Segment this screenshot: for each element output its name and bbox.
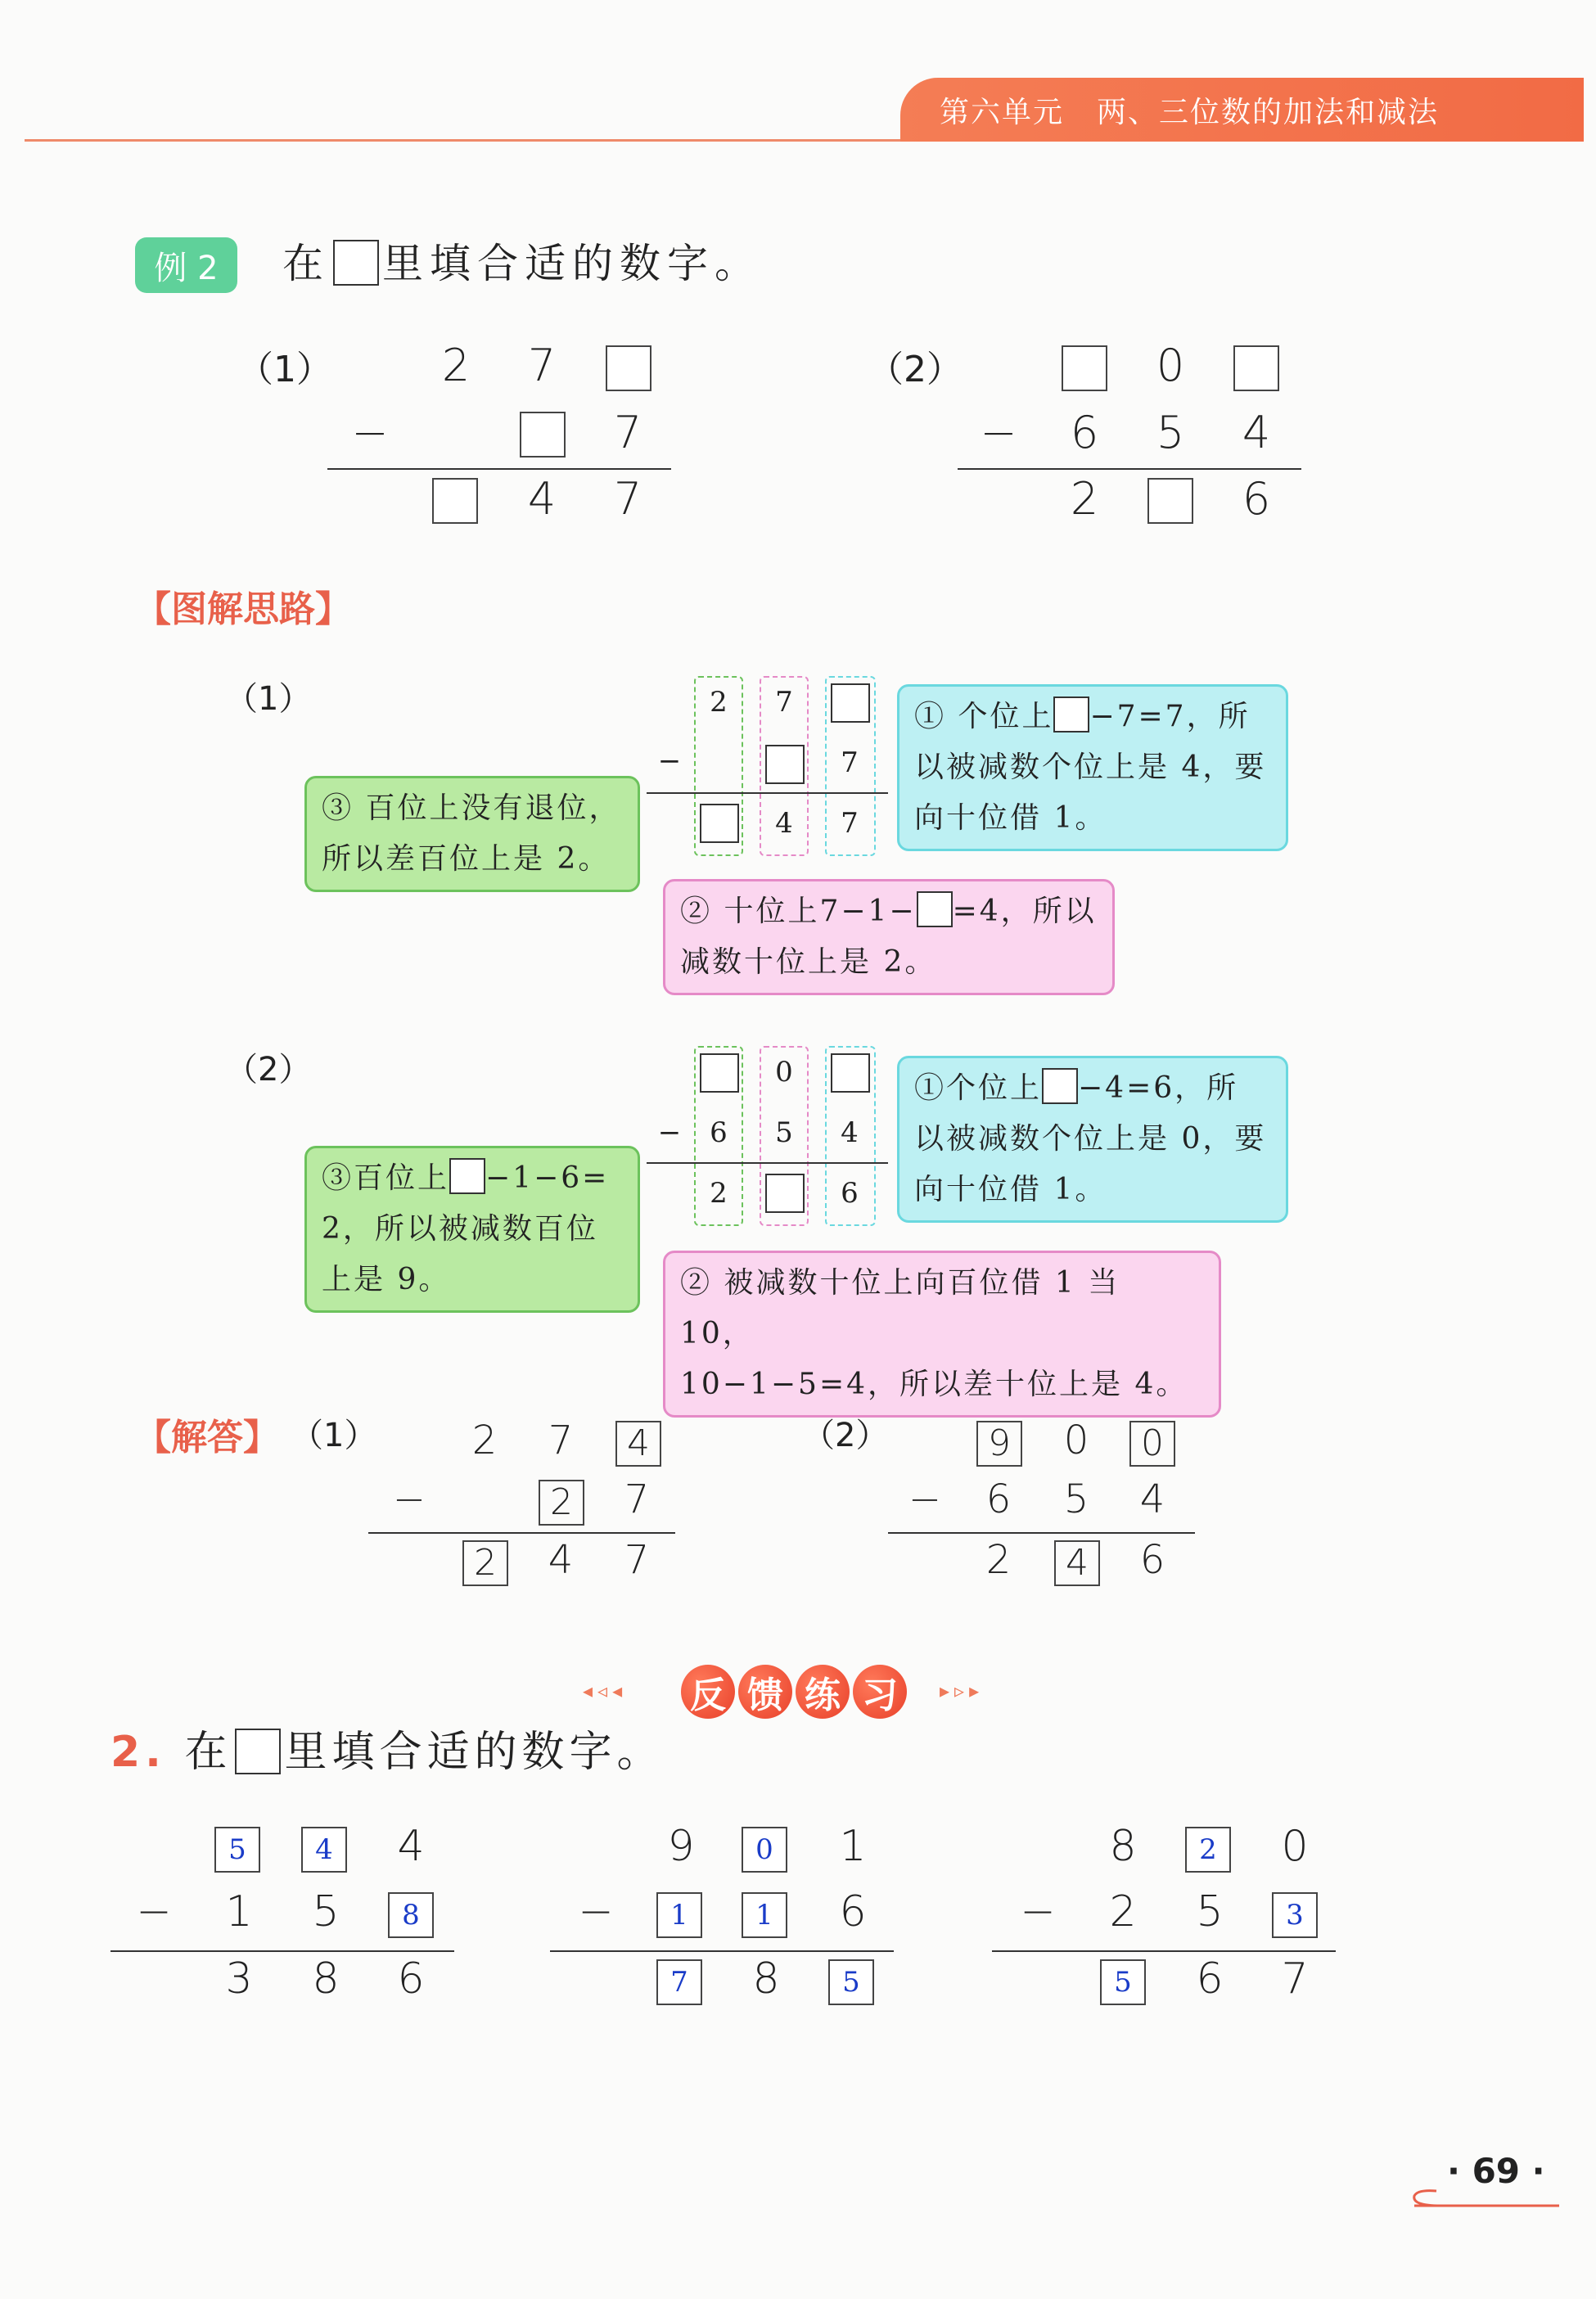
p1-res-hundreds-blank[interactable] — [432, 478, 478, 524]
pb-sub-ones: 6 — [839, 1887, 867, 1936]
p1-res-tens: 4 — [527, 473, 557, 525]
d1-sub-tens-blank — [765, 745, 805, 784]
d2-top-tens: 0 — [775, 1056, 793, 1089]
note-line: 以被减数个位上是 0，要 — [914, 1122, 1267, 1156]
pb-sub-hundreds-answer: 1 — [656, 1892, 702, 1938]
pb-res-hundreds-answer: 7 — [656, 1959, 702, 2005]
example-instruction — [282, 231, 762, 290]
d1-top-tens: 7 — [775, 686, 793, 719]
instruction-post: 里填合适的数字。 — [382, 240, 762, 287]
p2-top-hundreds-blank[interactable] — [1062, 345, 1107, 391]
p2-res-tens-blank[interactable] — [1147, 478, 1193, 524]
a2-top-hundreds-answer: 9 — [976, 1421, 1022, 1467]
pc-sub-ones-answer: 3 — [1272, 1892, 1318, 1938]
a1-top-hundreds: 2 — [471, 1418, 498, 1463]
instruction-pre: 在 — [282, 240, 330, 287]
problem-2-label: （2） — [868, 349, 963, 390]
note-line: ② 被减数十位上向百位借 1 当 10， — [680, 1266, 1120, 1350]
left-arrows-icon: ◂◃◂ — [583, 1679, 628, 1702]
note-line — [680, 886, 1098, 937]
a2-res-ones: 6 — [1139, 1537, 1165, 1583]
chapter-header — [900, 78, 1584, 142]
p2-sub-hundreds: 6 — [1070, 407, 1099, 458]
d2-res-hundreds: 2 — [710, 1177, 728, 1210]
question-post: 里填合适的数字。 — [284, 1728, 665, 1777]
pa-res-hundreds: 3 — [225, 1954, 253, 2004]
d1-minus: − — [657, 745, 682, 778]
banner-char: 反 — [681, 1665, 735, 1719]
a1-sub-tens-answer: 2 — [539, 1480, 584, 1526]
minus-sign: − — [136, 1887, 172, 1936]
p1-sub-ones: 7 — [613, 407, 642, 458]
p2-top-tens: 0 — [1156, 340, 1185, 391]
pb-res-ones-answer: 5 — [828, 1959, 874, 2005]
d2-rule — [647, 1162, 888, 1164]
a1-res-hundreds-answer: 2 — [462, 1540, 508, 1586]
answer-section-title: 【解答】 — [135, 1417, 279, 1458]
a1-top-ones-answer: 4 — [615, 1421, 661, 1467]
note-text: −1−6= — [485, 1161, 610, 1195]
pc-res-ones: 7 — [1281, 1954, 1309, 2004]
pb-top-tens-answer: 0 — [742, 1827, 787, 1873]
note-line — [914, 1063, 1271, 1114]
blank-box-icon — [917, 891, 953, 927]
d1-res-ones: 7 — [841, 807, 859, 840]
d1-res-tens: 4 — [775, 807, 793, 840]
blank-box-icon — [449, 1158, 485, 1194]
question-number: 2. — [110, 1728, 166, 1777]
diagram-2-label: （2） — [225, 1051, 312, 1089]
pa-sub-ones-answer: 8 — [388, 1892, 434, 1938]
note-text: =4，所以 — [952, 895, 1097, 928]
banner-char: 馈 — [738, 1665, 792, 1719]
minus-sign: − — [908, 1476, 942, 1522]
d2-note-2-tens — [663, 1251, 1221, 1418]
pa-sub-hundreds: 1 — [225, 1887, 253, 1936]
example-badge: 例 2 — [135, 237, 237, 293]
d1-sub-ones: 7 — [841, 746, 859, 779]
note-line — [914, 692, 1271, 742]
p2-res-hundreds: 2 — [1070, 473, 1099, 525]
d1-res-hundreds-blank — [700, 804, 739, 843]
note-text: ② 十位上7−1− — [680, 895, 917, 928]
pc-sub-hundreds: 2 — [1109, 1887, 1137, 1936]
unit-label: 第六单元 — [940, 95, 1065, 129]
minus-sign: − — [392, 1476, 426, 1522]
note-line: 10−1−5=4，所以差十位上是 4。 — [680, 1368, 1188, 1401]
pa-sub-tens: 5 — [312, 1887, 340, 1936]
pa-res-ones: 6 — [397, 1954, 425, 2004]
a2-rule — [888, 1532, 1195, 1534]
diagram-section-title: 【图解思路】 — [135, 588, 351, 630]
note-line: 上是 9。 — [322, 1263, 451, 1296]
a2-sub-ones: 4 — [1139, 1476, 1165, 1522]
note-line: 所以差百位上是 2。 — [322, 842, 611, 876]
note-text: −7=7，所 — [1089, 700, 1251, 733]
practice-banner — [681, 1665, 907, 1719]
question-pre: 在 — [184, 1728, 232, 1777]
pa-top-tens-answer: 4 — [301, 1827, 347, 1873]
d2-minus: − — [657, 1116, 682, 1149]
pc-rule — [992, 1950, 1336, 1952]
p1-top-tens: 7 — [527, 340, 557, 391]
problem-1-label: （1） — [237, 349, 332, 390]
a2-top-ones-answer: 0 — [1129, 1421, 1175, 1467]
minus-sign: − — [351, 407, 389, 458]
pc-sub-tens: 5 — [1196, 1887, 1224, 1936]
d1-note-1-ones — [897, 684, 1288, 851]
note-text: −4=6，所 — [1078, 1071, 1239, 1105]
minus-sign: − — [1020, 1887, 1056, 1936]
note-line: 向十位借 1。 — [914, 1173, 1107, 1206]
d2-top-ones-blank — [831, 1053, 870, 1093]
p1-res-ones: 7 — [613, 473, 642, 525]
d2-res-ones: 6 — [841, 1177, 859, 1210]
answer-2-label: （2） — [802, 1417, 889, 1454]
pa-top-hundreds-answer: 5 — [214, 1827, 260, 1873]
pc-top-ones: 0 — [1281, 1822, 1309, 1871]
note-text: ① 个位上 — [914, 700, 1054, 733]
p2-sub-ones: 4 — [1242, 407, 1271, 458]
p2-sub-tens: 5 — [1156, 407, 1185, 458]
diagram-1-label: （1） — [225, 680, 312, 718]
note-line: 减数十位上是 2。 — [680, 945, 937, 979]
note-text: ①个位上 — [914, 1071, 1043, 1105]
pc-top-hundreds: 8 — [1109, 1822, 1137, 1871]
note-text: ③百位上 — [322, 1161, 450, 1195]
pb-rule — [550, 1950, 894, 1952]
pc-top-tens-answer: 2 — [1185, 1827, 1231, 1873]
d2-sub-hundreds: 6 — [710, 1116, 728, 1149]
p2-res-ones: 6 — [1242, 473, 1271, 525]
a1-res-tens: 4 — [548, 1537, 574, 1583]
p2-rule — [958, 468, 1301, 470]
a1-sub-ones: 7 — [624, 1476, 650, 1522]
pa-top-ones: 4 — [397, 1822, 425, 1871]
d2-sub-ones: 4 — [841, 1116, 859, 1149]
page-number-value: 69 — [1472, 2151, 1521, 2191]
d2-sub-tens: 5 — [775, 1116, 793, 1149]
note-line: 向十位借 1。 — [914, 801, 1107, 835]
pa-res-tens: 8 — [312, 1954, 340, 2004]
d1-rule — [647, 792, 888, 794]
pc-res-tens: 6 — [1196, 1954, 1224, 2004]
blank-box-icon — [235, 1729, 281, 1774]
question-2-instruction — [110, 1717, 665, 1778]
a1-res-ones: 7 — [624, 1537, 650, 1583]
blank-box-icon — [1042, 1068, 1078, 1104]
d2-res-tens-blank — [765, 1174, 805, 1213]
topic-label: 两、三位数的加法和减法 — [1097, 95, 1440, 129]
p1-top-tens... hundreds: 2 — [441, 340, 471, 391]
d1-note-2-tens — [663, 879, 1115, 995]
pb-sub-tens-answer: 1 — [742, 1892, 787, 1938]
banner-char: 练 — [796, 1665, 850, 1719]
minus-sign: − — [980, 407, 1017, 458]
a2-top-tens: 0 — [1063, 1418, 1089, 1463]
d1-top-ones-blank — [831, 683, 870, 723]
banner-char: 习 — [853, 1665, 907, 1719]
answer-1-label: （1） — [291, 1417, 377, 1454]
d1-note-3-hundreds — [304, 776, 640, 892]
d2-note-1-ones — [897, 1056, 1288, 1223]
a2-sub-tens: 5 — [1063, 1476, 1089, 1522]
note-line — [322, 1153, 623, 1204]
pa-rule — [110, 1950, 454, 1952]
page-number: · 69 · — [1447, 2151, 1545, 2191]
a1-rule — [368, 1532, 675, 1534]
d2-note-3-hundreds — [304, 1146, 640, 1313]
blank-box-icon — [1053, 696, 1089, 733]
p1-rule — [327, 468, 671, 470]
note-line: ③ 百位上没有退位， — [322, 791, 621, 825]
a2-sub-hundreds: 6 — [985, 1476, 1012, 1522]
d1-top-hundreds: 2 — [710, 686, 728, 719]
a1-top-tens: 7 — [548, 1418, 574, 1463]
p1-sub-tens-blank[interactable] — [520, 412, 566, 458]
note-line: 2，所以被减数百位 — [322, 1212, 598, 1246]
blank-box-icon — [333, 240, 379, 286]
a2-res-tens-answer: 4 — [1054, 1540, 1100, 1586]
right-arrows-icon: ▸▹▸ — [940, 1679, 985, 1702]
p1-top-ones-blank[interactable] — [606, 345, 651, 391]
d2-top-hundreds-blank — [700, 1053, 739, 1093]
pb-top-hundreds: 9 — [667, 1822, 695, 1871]
p2-top-ones-blank[interactable] — [1233, 345, 1279, 391]
note-line: 以被减数个位上是 4，要 — [914, 751, 1267, 784]
pb-top-ones: 1 — [839, 1822, 867, 1871]
pc-res-hundreds-answer: 5 — [1100, 1959, 1146, 2005]
a2-res-hundreds: 2 — [985, 1537, 1012, 1583]
pb-res-tens: 8 — [752, 1954, 780, 2004]
minus-sign: − — [578, 1887, 614, 1936]
